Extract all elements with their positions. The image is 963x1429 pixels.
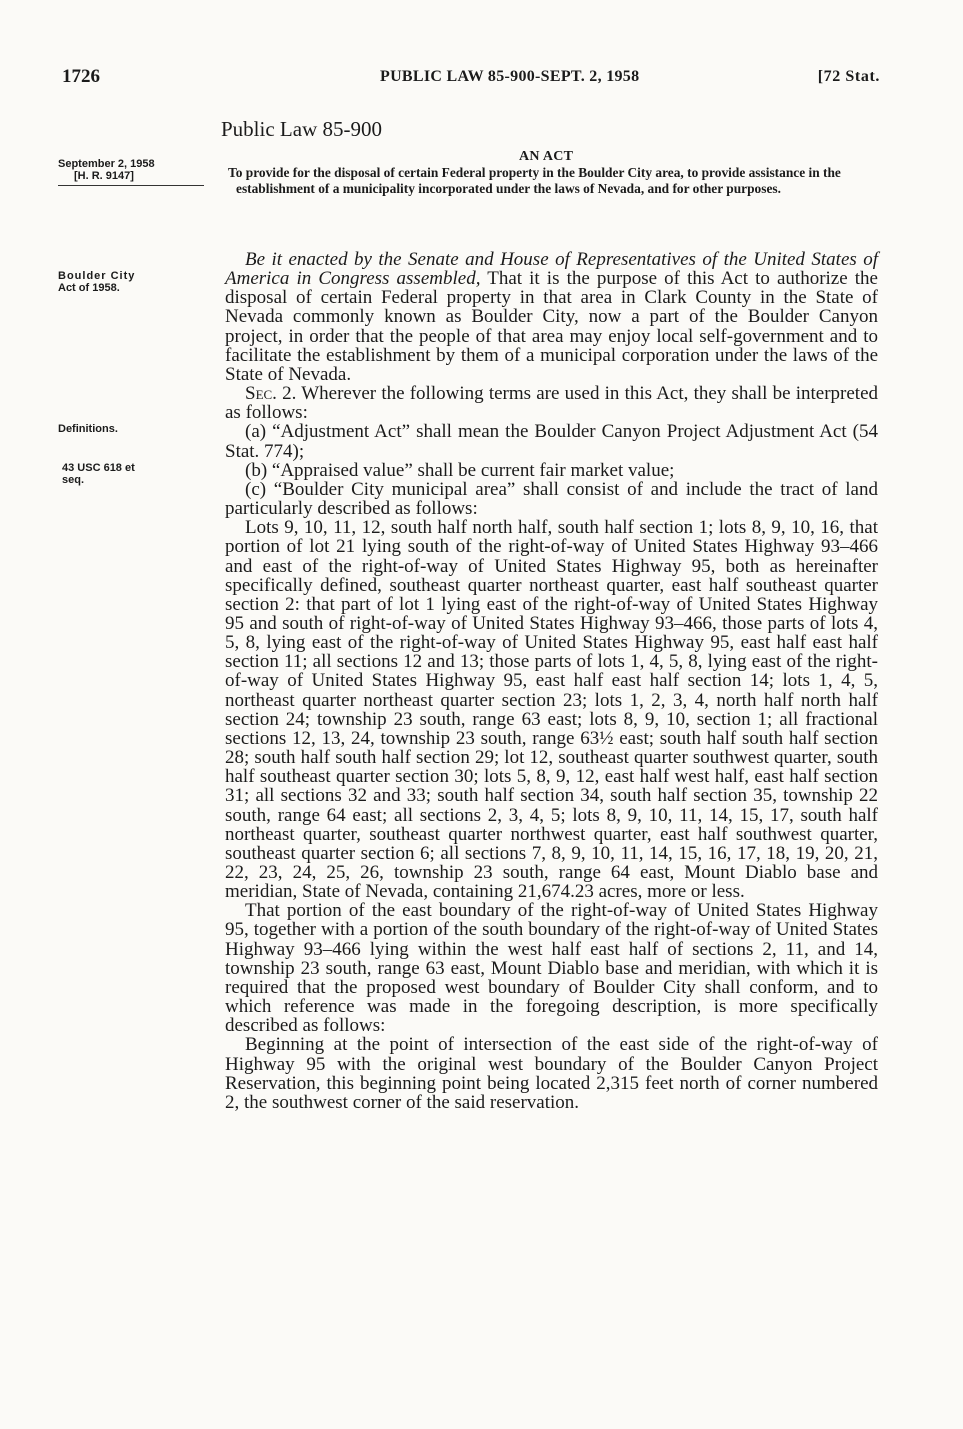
margin-usc-citation: [58, 462, 208, 486]
margin-short-title: [58, 270, 208, 294]
lots-description: Lots 9, 10, 11, 12, south half north half, south half section 1; lots 8, 9, 10, 16, that portion of lot 21 lying south of the right-of-way of United States Highway 93–466 and east of the right-of-way of United States Highway 95, both as hereinafter specifically defined, southeast quarter northeast quarter, east half southeast quarter section 2: that part of lot 1 lying east of the right-of-way of United States Highway 95 and south of right-of-way of United States Highway 93–466, those parts of lots 4, 5, 8, lying east of the right-of-way of United States Highway 95, east half east half section 11; all sections 12 and 13; those parts of lots 1, 4, 5, 8, lying east of the right-of-way of United States Highway 95, east half east half section 14; lots 1, 4, 5, northeast quarter northeast quarter section 23; lots 1, 2, 3, 4, north half north half section 24; township 23 south, range 63 east; lots 8, 9, 10, section 1; all fractional sections 12, 13, 24, township 23 south, range 63½ east; south half south half section 28; south half south half section 29; lot 12, southeast quarter southwest quarter, south half southeast quarter section 30; lots 5, 8, 9, 12, east half west half, east half section 31; all sections 32 and 33; south half section 34, south half section 35, township 22 south, range 64 east; all sections 2, 3, 4, 5; lots 8, 9, 10, 11, 14, 15, 17, south half northeast quarter, southeast quarter northwest quarter, east half southwest quarter, southeast quarter section 6; all sections 7, 8, 9, 10, 11, 14, 15, 16, 17, 18, 19, 20, 21, 22, 23, 24, 25, 26, township 23 south, range 64 east, Mount Diablo base and meridian, State of Nevada, containing 21,674.23 acres, more or less.: [225, 517, 878, 903]
page-number: 1726: [62, 66, 100, 87]
beginning-paragraph: Beginning at the point of intersection of the east side of the right-of-way of Highway 95 with the original west boundary of the Boulder Canyon Project Reservation, this beginning point being located 2,315 feet north of corner numbered 2, the southwest corner of the said reservation.: [225, 1034, 878, 1113]
bill-number: [H. R. 9147]: [74, 170, 134, 182]
margin-rule: [58, 185, 204, 186]
act-body: [225, 250, 878, 1112]
usc-line-2: seq.: [62, 474, 85, 486]
an-act-heading: AN ACT: [519, 149, 574, 164]
margin-definitions: Definitions.: [58, 423, 118, 435]
short-title-line-2: Act of 1958.: [58, 282, 120, 294]
section-2-text: Wherever the following terms are used in this Act, they shall be interpreted as follows:: [225, 383, 879, 424]
enactment-date: September 2, 1958: [58, 158, 155, 170]
short-title-line-1: Boulder City: [58, 270, 136, 282]
page-header: [62, 66, 880, 92]
statute-reference: [72 Stat.: [817, 68, 880, 85]
section-2-label: Sec. 2.: [245, 383, 297, 405]
usc-line-1: 43 USC 618 et: [62, 462, 135, 474]
definition-b: (b) “Appraised value” shall be current fair market value;: [245, 459, 675, 481]
running-head: PUBLIC LAW 85-900-SEPT. 2, 1958: [380, 68, 640, 85]
margin-date-note: [58, 158, 208, 182]
law-title: Public Law 85-900: [221, 117, 382, 141]
boundary-paragraph: That portion of the east boundary of the right-of-way of United States Highway 95, together with a portion of the south boundary of the right-of-way of United States Highway 93–466 lying within the west half east half of sections 2, 11, and 14, township 23 south, range 63 east, Mount Diablo base and meridian, with which it is required that the proposed west boundary of Boulder City shall conform, and to which reference was made in the foregoing description, is more specifically described as follows:: [225, 900, 878, 1037]
enacting-paragraph: [225, 250, 878, 384]
section-2-paragraph: [225, 384, 878, 422]
purpose-statement: That it is the purpose of this Act to authorize the disposal of certain Federal property in that area in Clark County in the State of Nevada commonly known as Boulder City, now a part of the Boulder Canyon project, in order that the people of that area may enjoy local self-government and to facilitate the establishment by them of a municipal corporation under the laws of the State of Nevada.: [225, 268, 878, 385]
act-purpose: To provide for the disposal of certain Federal property in the Boulder City area, to provide assistance in the establishment of a municipality incorporated under the laws of Nevada, and for other purposes.: [228, 165, 841, 196]
definition-a: (a) “Adjustment Act” shall mean the Boulder Canyon Project Adjustment Act (54 Stat. 774);: [225, 421, 878, 462]
definition-c: (c) “Boulder City municipal area” shall consist of and include the tract of land particularly described as follows:: [225, 478, 878, 520]
enacting-clause: Be it enacted by the Senate and House of Representatives of the United States of America in Congress assembled,: [225, 249, 878, 290]
